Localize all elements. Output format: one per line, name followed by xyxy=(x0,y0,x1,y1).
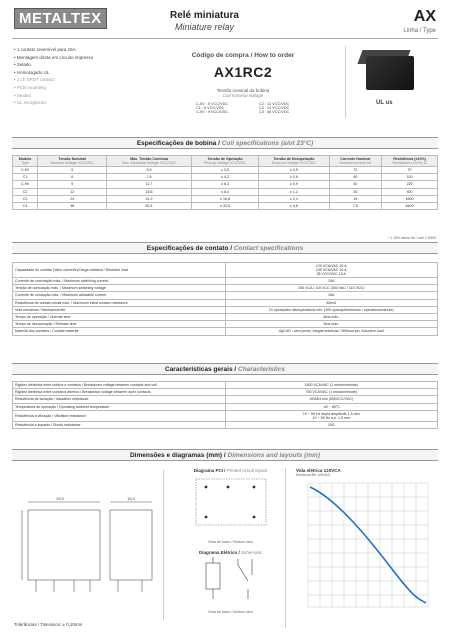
relay-photo xyxy=(345,46,429,118)
order-subtitle-en: Coil nominal voltage xyxy=(222,93,264,98)
order-option: C-9V : 9 VCC/VDC xyxy=(196,110,229,114)
feature-item: • PCB mounting xyxy=(14,84,46,90)
table-cell: ≥ 0,6 xyxy=(259,174,329,181)
schematic-view-label: Vista de baixo / Bottom view xyxy=(207,610,254,614)
brand-logo xyxy=(14,8,106,30)
dims-section-header xyxy=(12,449,438,461)
table-cell: 11.7 xyxy=(107,181,192,188)
pcb-view-label: Vista de baixo / Bottom view xyxy=(207,540,254,544)
order-option: C2 : 12 VCC/VDC xyxy=(259,102,290,106)
table-row xyxy=(13,188,438,195)
table-cell: C4 xyxy=(13,202,38,209)
spec-value: -40 ~ 85°C xyxy=(225,403,438,410)
col-header: Tensão de Operação Pick-up Voltage VCC/VDC xyxy=(191,156,258,167)
table-cell: 15.6 xyxy=(107,188,192,195)
spec-row xyxy=(13,278,438,285)
relay-body xyxy=(366,56,414,90)
schematic-svg xyxy=(176,555,286,605)
spec-value: 15A xyxy=(225,278,438,285)
table-cell: C2 xyxy=(13,188,38,195)
table-cell: 5 xyxy=(38,167,107,174)
feature-item: • Homologado UL xyxy=(14,69,50,75)
dimension-drawing-svg xyxy=(14,470,164,620)
table-cell: 60 xyxy=(329,174,382,181)
col-header: Corrente Nominal Nominal current mA xyxy=(329,156,382,167)
table-cell: 6 xyxy=(38,174,107,181)
feature-item: • 1 contato reversível para 15A xyxy=(14,47,76,52)
table-cell: ≤ 4,2 xyxy=(191,174,258,181)
spec-row xyxy=(13,292,438,299)
spec-row xyxy=(13,299,438,306)
spec-value: 250 VCA / 110 VCC (300 VAC / 110 VDC) xyxy=(225,285,438,292)
table-cell: ≤ 8,4 xyxy=(191,188,258,195)
schematic-caption: Diagrama Elétrico / Schematic xyxy=(198,550,263,555)
spec-label: Resistência de isolação / Insulation resistance xyxy=(13,396,226,403)
table-cell: C-5V xyxy=(13,167,38,174)
spec-row xyxy=(13,263,438,278)
table-cell: 72 xyxy=(329,167,382,174)
dimension-drawing xyxy=(14,470,164,620)
spec-row xyxy=(13,328,438,335)
spec-value: 750 VCA/VAC (1 minuto/minute) xyxy=(225,389,438,396)
pcb-caption: Diagrama PCI / Printed circuit layout xyxy=(193,468,268,473)
pcb-layout-panel xyxy=(176,468,286,628)
spec-row xyxy=(13,410,438,421)
table-cell: C1 xyxy=(13,174,38,181)
col-header: Modelo Type xyxy=(13,156,38,167)
spec-value: 5ms máx. xyxy=(225,321,438,328)
pcb-layout-svg xyxy=(176,473,286,535)
contact-section-header xyxy=(12,242,438,254)
spec-label: Temperatura de operação / Operating ambient temperature xyxy=(13,403,226,410)
spec-row xyxy=(13,285,438,292)
table-cell: 9 xyxy=(38,181,107,188)
spec-row xyxy=(13,313,438,320)
table-cell: C3 xyxy=(13,195,38,202)
spec-label: Rigidez dielétrica entre contatos abertos / Breakdown voltage between open contacts xyxy=(13,389,226,396)
table-row xyxy=(13,174,438,181)
spec-value: 100MΩ min (500VCC/VDC) xyxy=(225,396,438,403)
table-cell: ≥ 4,8 xyxy=(259,202,329,209)
table-cell: 7.5 xyxy=(329,202,382,209)
order-option: C4 : 48 VCC/VDC xyxy=(259,110,290,114)
col-header: Resistência (±10%) Resistance (±10%) Ω xyxy=(382,156,438,167)
spec-row xyxy=(13,321,438,328)
order-option: C-5V : 5 VCC/VDC xyxy=(196,102,229,106)
spec-label: Rigidez dielétrica entre bobina e contatos / Breakdown voltage between contacts and coil xyxy=(13,382,226,389)
feature-item: • 1 ch SPDT contact xyxy=(14,77,55,83)
spec-row xyxy=(13,396,438,403)
contact-section-title-en: Contact specifications xyxy=(233,245,304,252)
life-chart-subtitle: Electrical life 120VAC xyxy=(296,473,331,477)
spec-label: Tensão de comutação máx. / Maximum switching voltage xyxy=(13,285,226,292)
spec-label: Vida mecânica / Mechanical life xyxy=(13,306,226,313)
coil-note: * ± 15% acima de / over 1 600Ω xyxy=(388,236,436,240)
table-cell: 62.4 xyxy=(107,202,192,209)
order-option: C1 : 6 VCC/VDC xyxy=(196,106,225,110)
contact-section-title: Especificações de contato / xyxy=(146,245,233,252)
spec-value: 10 operações não/operations min. (300 operações/minuto / operations/minute) xyxy=(225,306,438,313)
table-cell: 31.2 xyxy=(107,195,192,202)
coil-section-title: Especificações de bobina / xyxy=(136,140,220,147)
dim-b-label: 15,3 xyxy=(127,496,135,501)
spec-label: Material dos contatos / Contact material xyxy=(13,328,226,335)
spec-label: Resistência de contato inicial máx. / Maximum initial contact resistance xyxy=(13,299,226,306)
table-row xyxy=(13,202,438,209)
life-chart-svg xyxy=(296,477,436,615)
col-header: Máx. Tensão Contínua Max. Allowable Voltage VCC/VDC xyxy=(107,156,192,167)
feature-list xyxy=(14,46,93,107)
brand-name: METALTEX xyxy=(14,8,107,29)
table-row xyxy=(13,181,438,188)
spec-value: 1500 VCA/VAC (1 minuto/minute) xyxy=(225,382,438,389)
page-title: Relé miniatura xyxy=(170,10,239,21)
spec-value: 8ms máx. xyxy=(225,313,438,320)
feature-item: • Selado xyxy=(14,62,31,68)
table-cell: ≥ 2,4 xyxy=(259,195,329,202)
life-chart-panel xyxy=(296,468,436,628)
coil-section-header xyxy=(12,137,438,149)
table-cell: C-9V xyxy=(13,181,38,188)
dim-a-label: 19,0 xyxy=(56,496,64,501)
general-table xyxy=(12,381,438,429)
spec-row xyxy=(13,403,438,410)
table-cell: 70 xyxy=(382,167,438,174)
spec-label: Capacidade do contato (Valor corrente)/Carga resistiva / Resistive load xyxy=(13,263,226,278)
table-cell: ≤ 33,6 xyxy=(191,202,258,209)
spec-value: 10G xyxy=(225,421,438,428)
coil-table-header xyxy=(13,156,438,167)
spec-label: Resistência à vibração / Vibration resistance xyxy=(13,410,226,421)
ul-cert-mark: UL us xyxy=(376,100,393,106)
table-cell: 7.8 xyxy=(107,174,192,181)
dims-section-title: Dimensões e diagramas (mm) / xyxy=(129,452,226,459)
page-subtitle: Miniature relay xyxy=(175,22,235,32)
table-cell: ≤ 16,8 xyxy=(191,195,258,202)
spec-value: 120 VCA/VAC 15 A 240 VCA/VAC 10 A 28 VCC/VDC 15 A xyxy=(225,263,438,278)
table-cell: 15 xyxy=(329,195,382,202)
spec-row xyxy=(13,382,438,389)
general-section-header xyxy=(12,363,438,375)
spec-label: Tempo de operação / Operate time xyxy=(13,313,226,320)
spec-row xyxy=(13,389,438,396)
table-cell: 225 xyxy=(382,181,438,188)
spec-value: 50mΩ xyxy=(225,299,438,306)
table-cell: ≥ 1,2 xyxy=(259,188,329,195)
life-chart-title: Vida elétrica 120VCA xyxy=(296,468,341,473)
spec-label: Resistência a impacto / Shock resistance xyxy=(13,421,226,428)
contact-table xyxy=(12,262,438,336)
table-cell: ≥ 0,5 xyxy=(259,167,329,174)
col-header: Tensão de Desoperação Drop-out Voltage VCC/VDC xyxy=(259,156,329,167)
coil-table xyxy=(12,155,438,210)
coil-section-title-en: Coil specifications (a/ot 23°C) xyxy=(221,140,314,147)
spec-row xyxy=(13,421,438,428)
header-divider xyxy=(12,38,438,39)
order-option: C3 : 24 VCC/VDC xyxy=(259,106,290,110)
feature-item: • Montagem direta em circuito impresso xyxy=(14,54,94,60)
table-cell: 6400 xyxy=(382,202,438,209)
table-row xyxy=(13,167,438,174)
feature-item: • UL recognized xyxy=(14,100,46,106)
general-section-title: Características gerais / xyxy=(165,366,237,373)
spec-value: AgCdO - sem ponto, cargas indutivas / Without pin, inductive load xyxy=(225,328,438,335)
order-code: AX1RC2 xyxy=(213,64,273,80)
spec-row xyxy=(13,306,438,313)
order-subtitle-pt: Tensão nominal da bobina xyxy=(216,88,270,93)
order-title: Código de compra / How to order xyxy=(191,52,295,59)
table-cell: 40 xyxy=(329,181,382,188)
table-cell: 400 xyxy=(382,188,438,195)
table-cell: 48 xyxy=(38,202,107,209)
spec-label: Corrente de condução máx. / Maximum allowable current xyxy=(13,292,226,299)
spec-label: Corrente de comutação máx. / Maximum switching current xyxy=(13,278,226,285)
table-cell: 30 xyxy=(329,188,382,195)
spec-value: 15A xyxy=(225,292,438,299)
col-header: Tensão Nominal Nominal Voltage VCC/VDC xyxy=(38,156,107,167)
table-cell: 6.5 xyxy=(107,167,192,174)
general-section-title-en: Characteristics xyxy=(238,366,285,373)
tolerance-note: Tolerâncias / Tolerance: ± 0,10mm xyxy=(14,622,83,627)
table-cell: 1600 xyxy=(382,195,438,202)
table-cell: ≥ 0,9 xyxy=(259,181,329,188)
series-label: Linha / Type xyxy=(403,28,436,34)
order-options xyxy=(168,102,318,114)
order-code-box xyxy=(168,52,318,114)
spec-label: Tempo de desoperação / Release time xyxy=(13,321,226,328)
spec-value: 10 ~ 55 Hz dupla amplitude 1,5 mm 10 ~ 55 Hz d.p. 1.5 mm xyxy=(225,410,438,421)
feature-item: • Sealed xyxy=(14,92,31,98)
series-code: AX xyxy=(413,8,436,25)
table-cell: 12 xyxy=(38,188,107,195)
dims-section-title-en: Dimensions and layouts (mm) xyxy=(227,452,320,459)
table-cell: ≤ 3,5 xyxy=(191,167,258,174)
table-cell: 24 xyxy=(38,195,107,202)
table-cell: ≤ 6,3 xyxy=(191,181,258,188)
table-row xyxy=(13,195,438,202)
table-cell: 100 xyxy=(382,174,438,181)
